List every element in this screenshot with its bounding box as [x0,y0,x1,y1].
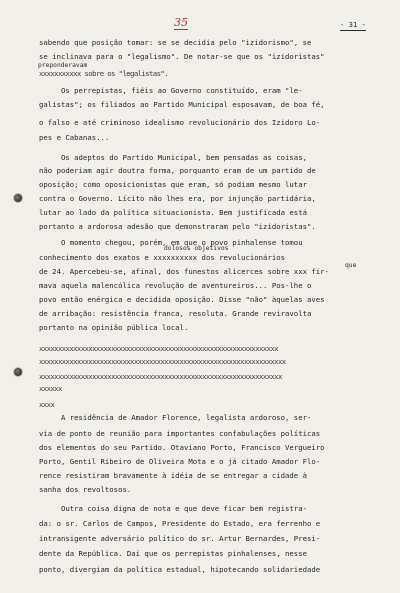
text-line: A residência de Amador Florence, legalista ardoroso, ser- [39,413,312,422]
binder-hole [14,194,22,202]
text-line: via de ponto de reunião para importantes confabulações políticas [39,429,321,438]
text-line: lutar ao lado da política situacionista. Bem justificada está [39,208,307,217]
typed-correction: que [345,262,357,269]
text-line: portanto na opinião pública local. [39,323,189,332]
text-line: de 24. Apercebeu-se, afinal, dos funestos alicerces sobre xxx fir- [39,267,329,276]
text-line: sabendo que posição tomar: se se decidia pelo "izidorismo", se [39,38,312,47]
struck-line: xxxxxxxxxxxxxxxxxxxxxxxxxxxxxxxxxxxxxxxxxxxxxxxxxxxxxxxxxxxxxxx [39,344,278,353]
text-line: Porto, Gentil Ribeiro de Oliveira Mota e o já citado Amador Flo- [39,457,321,466]
struck-line: xxxxxxxxxxxxxxxxxxxxxxxxxxxxxxxxxxxxxxxxxxxxxxxxxxxxxxxxxxxxxxxxx [39,357,286,366]
text-line: O momento chegou, porém, em que o povo pinhalense tomou [39,238,303,247]
struck-line: xxxxxxxxxxxxxxxxxxxxxxxxxxxxxxxxxxxxxxxxxxxxxxxxxxxxxxxxxxxxxxxx [39,372,282,381]
text-line: se inclinava para o "legalismo". De notar-se que os "izidoristas" [39,52,325,61]
text-line: galistas"; os filiados ao Partido Municipal esposavam, de boa fé, [39,100,325,109]
text-line: dos elementos do seu Partido. Otaviano Porto, Francisco Vergueiro [39,443,325,452]
text-line: o falso e até criminoso idealismo revolucionário dos Izidoro Lo- [39,118,321,127]
text-line: de arribação: resistência franca, resoluta. Grande reviravolta [39,309,312,318]
struck-line: xxxxxx [39,384,62,393]
text-line: xxxxxxxxxxx sobre os "legalistas". [39,69,168,78]
text-line: oposição; como oposicionistas que eram, só podiam mesmo lutar [39,180,307,189]
text-line: rence resistiram bravamente à idéia de se entregar a cidade à [39,471,307,480]
text-line: dente da República. Daí que os perrepistas pinhalenses, nesse [39,549,307,558]
typed-correction: dolosos objetivos [164,245,229,252]
struck-line: xxxx [39,400,55,409]
handwritten-page-number: 35 [174,16,188,29]
page-number: - 31 - [340,20,366,29]
typed-correction: preponderavam [38,62,88,69]
text-line: sanha dos revoltosos. [39,485,132,494]
text-line: não poderiam agir doutra forma, porquanto eram de um partido de [39,166,316,175]
binder-hole [14,368,22,376]
text-line: mava aquela malencólica revolução de aventureiros... Pos-lhe o [39,281,312,290]
text-line: contra o Governo. Lícito não lhes era, por injunção partidária, [39,194,316,203]
text-line: pes e Cabanas... [39,133,110,142]
text-line: ponto, divergiam da política estadual, hipotecando solidariedade [39,565,321,574]
text-line: Os perrepistas, fiéis ao Governo constituído, eram "le- [39,86,303,95]
text-line: intransigente adversário político do sr. Artur Bernardes, Presi- [39,534,321,543]
text-line: povo então enérgica e decidida oposição. Disse "não" àquelas aves [39,295,325,304]
text-line: conhecimento dos exatos e xxxxxxxxxx dos revolucionários [39,253,286,262]
text-line: da: o sr. Carlos de Campos, Presidente do Estado, era ferrenho e [39,519,321,528]
text-line: Os adeptos do Partido Municipal, bem pensadas as coisas, [39,153,307,162]
text-line: Outra coisa digna de nota e que deve ficar bem registra- [39,504,307,513]
text-line: portanto a ardorosa adesão que demonstraram pelo "izidoristas". [39,222,316,231]
